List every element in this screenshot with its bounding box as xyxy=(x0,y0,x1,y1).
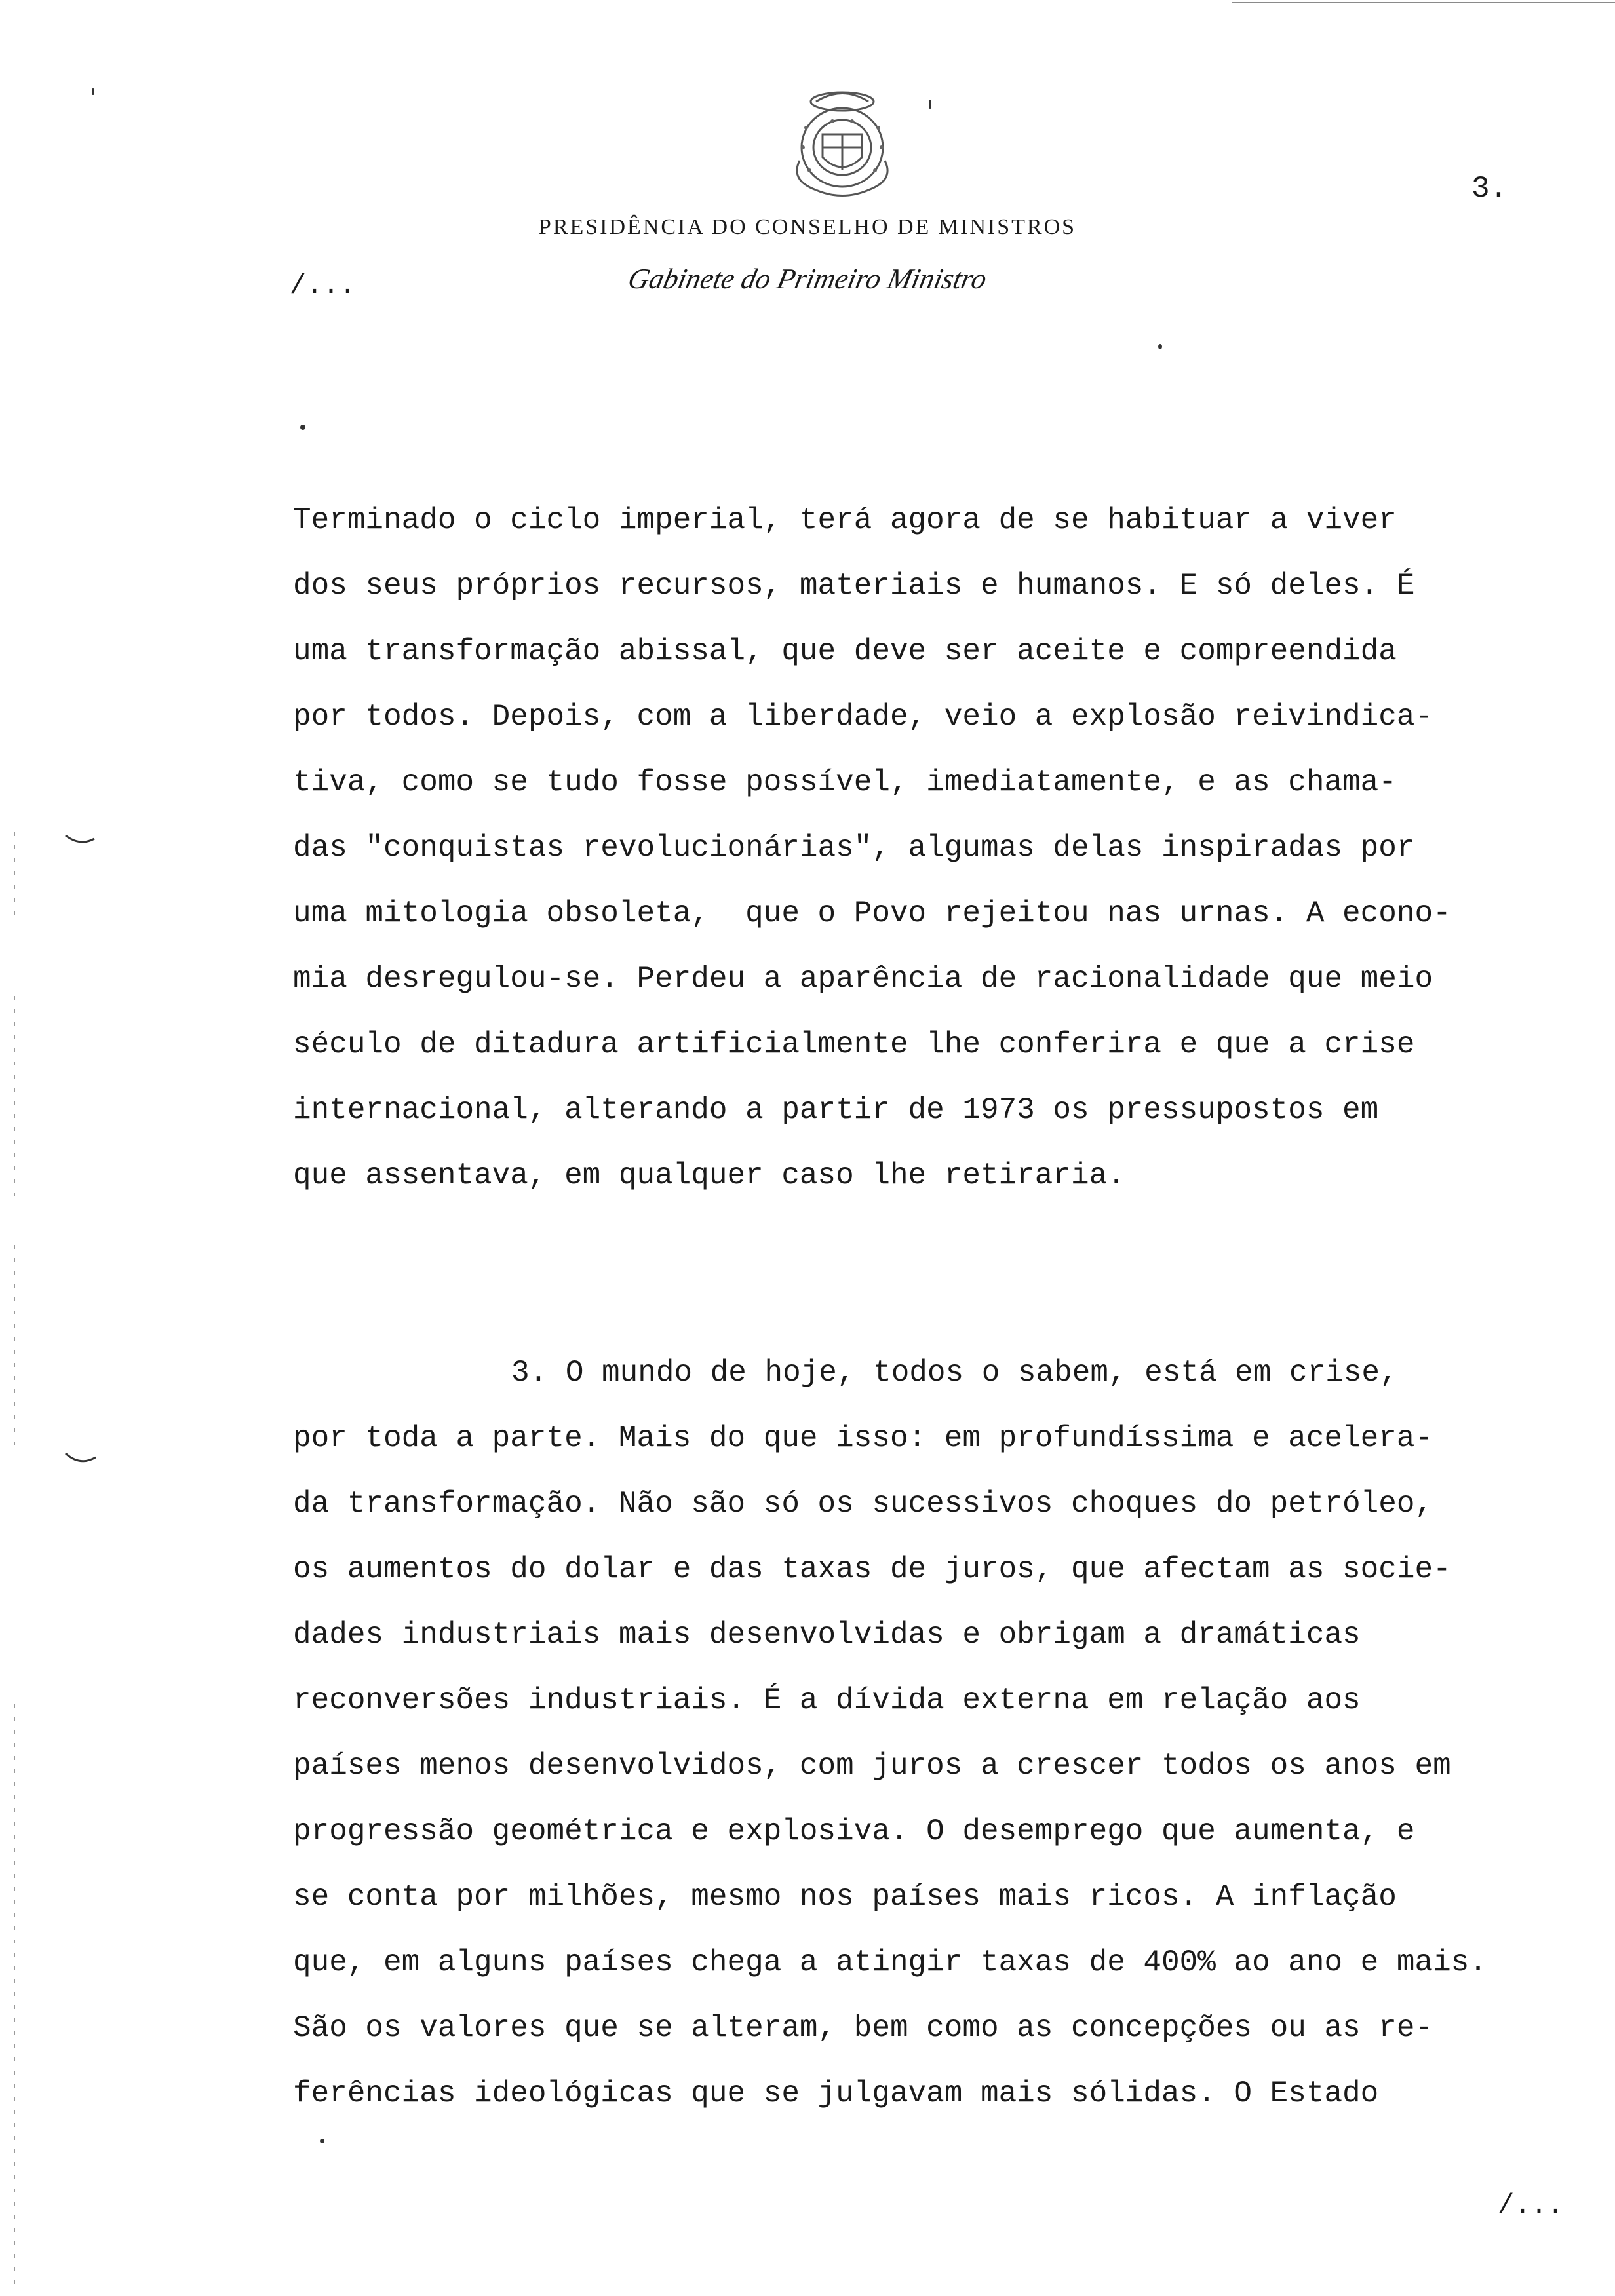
paragraph-2-line: os aumentos do dolar e das taxas de juros, que afectam as socie- xyxy=(293,1552,1451,1586)
paragraph-2-line: que, em alguns países chega a atingir taxas de 400% ao ano e mais. xyxy=(293,1945,1487,1980)
paragraph-1-line: dos seus próprios recursos, materiais e humanos. E só deles. É xyxy=(293,569,1415,603)
paragraph-1 xyxy=(293,499,1597,1220)
paragraph-2 xyxy=(293,1352,1597,2138)
paragraph-1-line: Terminado o ciclo imperial, terá agora de se habituar a viver xyxy=(293,503,1397,537)
paragraph-2-line: países menos desenvolvidos, com juros a crescer todos os anos em xyxy=(293,1749,1451,1783)
paragraph-2-line: progressão geométrica e explosiva. O desemprego que aumenta, e xyxy=(293,1814,1415,1848)
continuation-mark-bottom: /... xyxy=(1498,2190,1564,2221)
paragraph-1-line: uma transformação abissal, que deve ser aceite e compreendida xyxy=(293,634,1397,668)
paragraph-1-line: que assentava, em qualquer caso lhe retiraria. xyxy=(293,1158,1125,1193)
paragraph-2-line: por toda a parte. Mais do que isso: em profundíssima e acelera- xyxy=(293,1421,1433,1455)
top-edge-rule xyxy=(1232,2,1615,3)
paragraph-2-line: 3. O mundo de hoje, todos o sabem, está em crise, xyxy=(511,1356,1398,1390)
binder-margin-marks-icon xyxy=(0,0,131,2296)
scan-speck xyxy=(929,100,931,109)
paragraph-2-line: dades industriais mais desenvolvidas e obrigam a dramáticas xyxy=(293,1618,1361,1652)
scan-speck xyxy=(320,2139,324,2143)
continuation-mark-top: /... xyxy=(290,270,356,301)
paragraph-2-line: reconversões industriais. É a dívida externa em relação aos xyxy=(293,1683,1361,1717)
paragraph-1-line: uma mitologia obsoleta, que o Povo rejeitou nas urnas. A econo- xyxy=(293,896,1451,930)
scan-speck xyxy=(300,425,305,430)
paragraph-1-line: das "conquistas revolucionárias", algumas delas inspiradas por xyxy=(293,831,1415,865)
paragraph-2-line: São os valores que se alteram, bem como as concepções ou as re- xyxy=(293,2011,1433,2045)
paragraph-1-line: tiva, como se tudo fosse possível, imediatamente, e as chama- xyxy=(293,765,1397,799)
institution-title: PRESIDÊNCIA DO CONSELHO DE MINISTROS xyxy=(538,215,1077,239)
scan-speck xyxy=(1158,344,1162,349)
paragraph-2-line: da transformação. Não são só os sucessivos choques do petróleo, xyxy=(293,1487,1433,1521)
coat-of-arms-seal-icon xyxy=(777,82,908,203)
paragraph-1-line: por todos. Depois, com a liberdade, veio a explosão reivindica- xyxy=(293,700,1433,734)
paragraph-1-line: mia desregulou-se. Perdeu a aparência de racionalidade que meio xyxy=(293,962,1433,996)
paragraph-1-line: internacional, alterando a partir de 1973 os pressupostos em xyxy=(293,1093,1379,1127)
paragraph-2-line: se conta por milhões, mesmo nos países mais ricos. A inflação xyxy=(293,1880,1397,1914)
paragraph-1-line: século de ditadura artificialmente lhe conferira e que a crise xyxy=(293,1027,1415,1062)
page-number: 3. xyxy=(1471,172,1508,206)
cabinet-subtitle: Gabinete do Primeiro Ministro xyxy=(625,263,990,295)
paragraph-2-line: ferências ideológicas que se julgavam mais sólidas. O Estado xyxy=(293,2076,1379,2111)
